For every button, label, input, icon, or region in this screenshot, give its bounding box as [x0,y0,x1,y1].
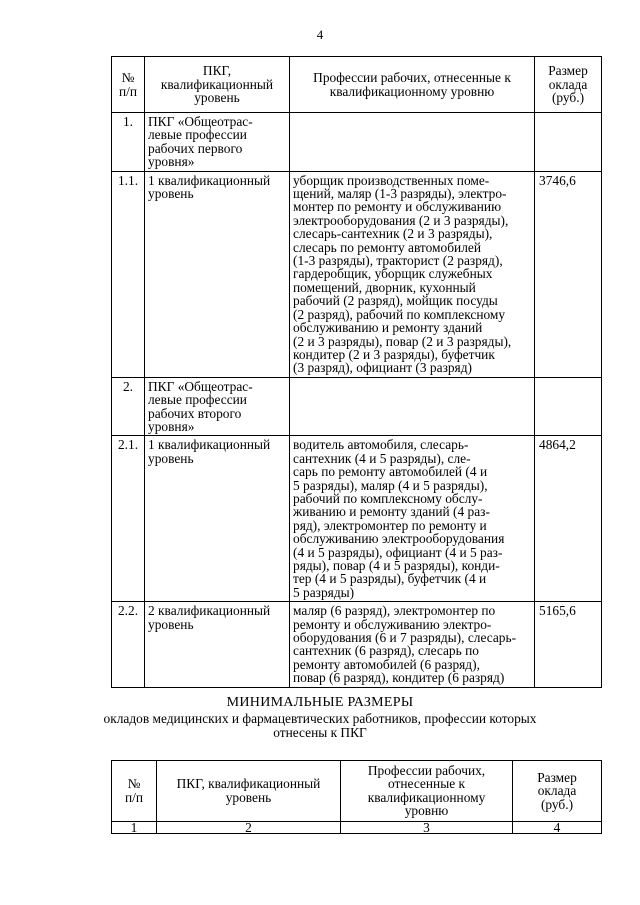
table-row [112,436,602,602]
header-salary-size: Размер оклада (руб.) [513,761,602,822]
row-professions [290,377,535,436]
row-number: 2.2. [112,602,145,687]
header-professions: Профессии рабочих, отнесенные к квалификационному уровню [341,761,513,822]
row-pkg: ПКГ «Общеотрас- левые профессии рабочих первого уровня» [145,113,290,172]
header-num: № п/п [112,761,157,822]
row-pkg: 2 квалификационный уровень [145,602,290,687]
table-row [112,602,602,687]
column-index: 2 [157,821,341,833]
row-professions [290,113,535,172]
row-salary: 4864,2 [535,436,602,602]
row-number: 1.1. [112,171,145,377]
header-professions: Профессии рабочих, отнесенные к квалификационному уровню [290,57,535,113]
header-pkg: ПКГ, квалификационный уровень [157,761,341,822]
row-professions: уборщик производственных поме- щений, маляр (1-3 разряды), электро- монтер по ремонту и обслуживанию электрооборудования (2 и 3 разряды), слесарь-сантехник (2 и 3 разряды), слесарь по ремонту автомобилей (1-3 разряды), тракторист (2 разряд), гардеробщик, уборщик служебных помещений, дворник, кухонный рабочий (2 разряд), мойщик посуды (2 разряд), рабочий по комплексному обслуживанию и ремонту зданий (2 и 3 разряды), повар (2 и 3 разряды), кондитер (2 и 3 разряды), буфетчик (3 разряд), официант (3 разряд) [290,171,535,377]
table-row [112,113,602,172]
column-index-row [112,821,602,833]
row-pkg: 1 квалификационный уровень [145,436,290,602]
row-professions: водитель автомобиля, слесарь- сантехник (4 и 5 разряды), сле- сарь по ремонту автомобилей (4 и 5 разряды), маляр (4 и 5 разряды), рабочий по комплексному обслу- живанию и ремонту зданий (4 раз- ряд), электромонтер по ремонту и обслуживанию электрооборудования (4 и 5 разряды), официант (4 и 5 раз- ряды), повар (4 и 5 разряды), конди- тер (4 и 5 разряды), буфетчик (4 и 5 разряды) [290,436,535,602]
row-pkg: ПКГ «Общеотрас- левые профессии рабочих второго уровня» [145,377,290,436]
section-title: МИНИМАЛЬНЫЕ РАЗМЕРЫ [226,695,414,710]
table-header-row [112,57,602,113]
row-salary [535,113,602,172]
header-num: № п/п [112,57,145,113]
salary-table-workers [111,56,602,688]
salary-table-medical [111,760,602,834]
row-number: 2. [112,377,145,436]
table-row [112,377,602,436]
section-subtitle: окладов медицинских и фармацевтических работников, профессии которых отнесены к ПКГ [103,711,537,740]
row-salary [535,377,602,436]
header-salary-size: Размер оклада (руб.) [535,57,602,113]
row-number: 2.1. [112,436,145,602]
column-index: 1 [112,821,157,833]
table-header-row [112,761,602,822]
row-salary: 3746,6 [535,171,602,377]
column-index: 3 [341,821,513,833]
column-index: 4 [513,821,602,833]
row-number: 1. [112,113,145,172]
row-salary: 5165,6 [535,602,602,687]
table-row [112,171,602,377]
row-pkg: 1 квалификационный уровень [145,171,290,377]
row-professions: маляр (6 разряд), электромонтер по ремонту и обслуживанию электро- оборудования (6 и 7 разряды), слесарь- сантехник (6 разряд), слесарь по ремонту автомобилей (6 разряд), повар (6 разряд), кондитер (6 разряд) [290,602,535,687]
page-number: 4 [316,27,324,42]
header-pkg: ПКГ, квалификационный уровень [145,57,290,113]
